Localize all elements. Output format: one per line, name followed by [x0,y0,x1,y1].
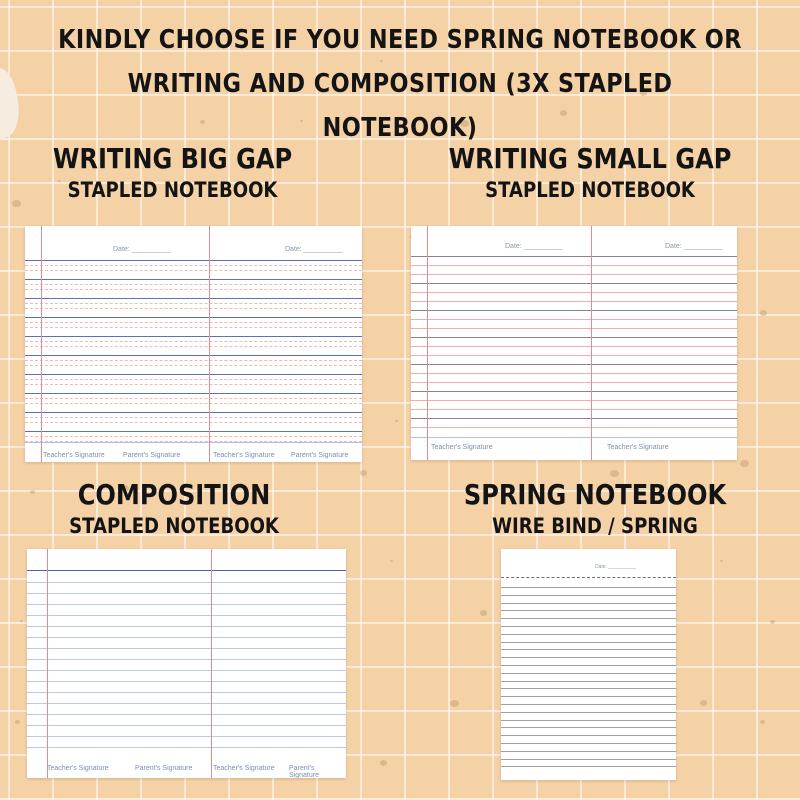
ruled-line [501,727,676,728]
option-title: WRITING BIG GAP [52,142,293,175]
signature-label: Parent's Signature [289,765,319,778]
ruled-line [411,409,737,410]
signature-label: Teacher's Signature [47,765,109,772]
ruled-line [411,364,737,365]
ruled-line [411,328,737,329]
signature-label: Teacher's Signature [43,452,105,459]
ruled-lines [501,549,676,780]
signature-label: Teacher's Signature [213,765,275,772]
page-heading [56,18,744,150]
ruled-line [501,743,676,744]
ruled-line [25,436,362,437]
ruled-line [25,417,362,418]
margin-line [591,226,592,460]
ruled-line [25,379,362,380]
signature-label: Teacher's Signature [431,444,493,451]
ruled-line [25,431,362,432]
speck [770,620,775,624]
heading-line-2: WRITING AND COMPOSITION (3X STAPLED NOTEBOOK) [127,69,673,143]
ruled-line [501,673,676,674]
ruled-line [25,284,362,285]
ruled-line [501,657,676,658]
ruled-line [411,337,737,338]
ruled-line [27,681,346,682]
ruled-line [501,688,676,689]
ruled-line [501,626,676,627]
option-title: SPRING NOTEBOOK [463,478,727,511]
ruled-line [501,595,676,596]
speck [390,560,393,562]
speck [450,700,459,707]
signature-label: Teacher's Signature [607,444,669,451]
option-composition-title [0,478,348,540]
ruled-line [25,289,362,290]
margin-line [209,226,210,462]
ruled-line [27,714,346,715]
speck [700,700,707,706]
ruled-line [25,308,362,309]
ruled-line [27,604,346,605]
ruled-line [27,626,346,627]
ruled-line [501,720,676,721]
ruled-line [501,766,676,767]
ruled-line [411,391,737,392]
ruled-line [25,322,362,323]
ruled-line [27,725,346,726]
ruled-line [25,336,362,337]
ruled-line [25,298,362,299]
date-label: Date: __________ [595,564,637,570]
ruled-line [411,319,737,320]
ruled-line [25,355,362,356]
decorative-blob [0,65,24,141]
ruled-line [25,442,362,443]
ruled-line [411,292,737,293]
option-subtitle: STAPLED NOTEBOOK [485,178,695,202]
margin-line [41,226,42,462]
spring-notebook-sheet[interactable] [501,549,676,780]
ruled-line [25,265,362,266]
ruled-line [501,642,676,643]
margin-line [427,226,428,460]
ruled-line [27,703,346,704]
option-subtitle: STAPLED NOTEBOOK [67,178,278,202]
ruled-line [411,310,737,311]
signature-label: Teacher's Signature [213,452,275,459]
margin-line [47,549,48,778]
option-writing-small-gap-title [400,142,780,204]
speck [760,720,765,724]
speck [740,460,749,467]
ruled-line [25,403,362,404]
ruled-line [501,759,676,760]
margin-line [211,549,212,778]
composition-sheet[interactable] [27,549,346,778]
ruled-line [411,437,737,438]
ruled-line [25,374,362,375]
speck [720,560,723,562]
ruled-line [411,400,737,401]
ruled-line [27,692,346,693]
ruled-line [27,593,346,594]
ruled-line [27,747,346,748]
ruled-line [501,649,676,650]
ruled-line [25,260,362,261]
ruled-line [27,648,346,649]
ruled-line [411,346,737,347]
ruled-line [411,373,737,374]
writing-small-gap-sheet[interactable] [411,226,737,460]
ruled-line [25,360,362,361]
date-label: Date: __________ [505,243,563,250]
option-writing-big-gap-title [0,142,345,204]
ruled-line [27,570,346,571]
ruled-line [501,665,676,666]
ruled-line [411,418,737,419]
ruled-line [411,274,737,275]
speck [395,420,398,422]
ruled-line [411,265,737,266]
ruled-line [501,712,676,713]
option-subtitle: WIRE BIND / SPRING [492,514,698,538]
ruled-line [501,587,676,588]
ruled-line [25,422,362,423]
ruled-line [501,735,676,736]
ruled-line [25,303,362,304]
ruled-line [501,751,676,752]
ruled-line [27,670,346,671]
option-subtitle: STAPLED NOTEBOOK [69,514,279,538]
ruled-line [501,618,676,619]
ruled-line [25,384,362,385]
speck [480,610,487,616]
ruled-lines [411,226,737,460]
ruled-line [25,270,362,271]
ruled-line [25,365,362,366]
ruled-line [25,412,362,413]
ruled-line [25,327,362,328]
ruled-line [25,346,362,347]
option-spring-notebook-title [420,478,770,540]
speck [380,760,387,766]
signature-label: Parent's Signature [135,765,193,772]
option-title: WRITING SMALL GAP [448,142,732,175]
ruled-line [25,317,362,318]
signature-label: Parent's Signature [291,452,349,459]
ruled-line [25,279,362,280]
ruled-line [27,615,346,616]
writing-big-gap-sheet[interactable] [25,226,362,462]
option-title: COMPOSITION [77,478,271,511]
ruled-line [411,382,737,383]
ruled-line [501,704,676,705]
ruled-line [25,393,362,394]
speck [610,470,619,477]
ruled-line [501,577,676,578]
ruled-line [411,427,737,428]
heading-line-1: KINDLY CHOOSE IF YOU NEED SPRING NOTEBOOK OR [58,25,742,55]
speck [360,470,367,476]
date-label: Date: __________ [665,243,723,250]
ruled-line [27,736,346,737]
signature-label: Parent's Signature [123,452,181,459]
ruled-line [411,256,737,257]
ruled-line [501,610,676,611]
ruled-line [501,696,676,697]
ruled-line [25,341,362,342]
ruled-line [411,301,737,302]
ruled-line [501,681,676,682]
ruled-line [27,659,346,660]
date-label: Date: __________ [285,246,343,253]
ruled-line [25,398,362,399]
date-label: Date: __________ [113,246,171,253]
ruled-line [27,582,346,583]
ruled-line [501,603,676,604]
ruled-lines [27,549,346,778]
speck [15,720,20,724]
ruled-line [411,355,737,356]
ruled-lines [25,226,362,462]
ruled-line [27,637,346,638]
ruled-line [411,283,737,284]
ruled-line [501,634,676,635]
speck [760,310,767,316]
speck [20,620,23,622]
